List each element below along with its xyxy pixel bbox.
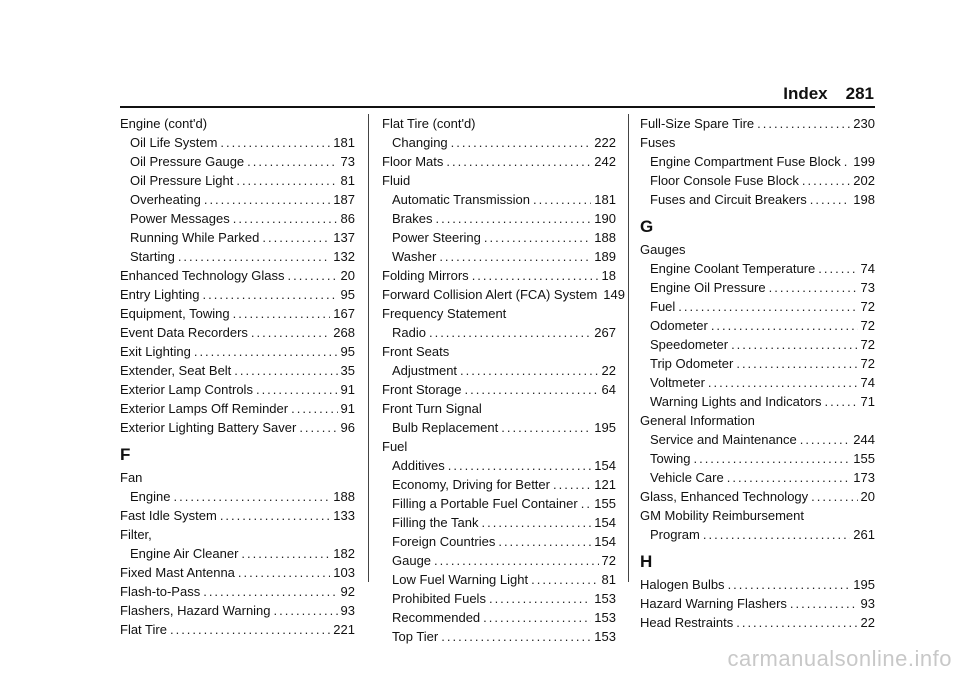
index-entry-page: 22 xyxy=(601,363,616,378)
index-entry-page: 81 xyxy=(340,173,355,188)
index-entry xyxy=(382,589,616,608)
index-entry xyxy=(120,304,355,323)
index-entry xyxy=(640,278,875,297)
dot-leader xyxy=(429,323,591,342)
index-entry xyxy=(120,171,355,190)
index-column-1 xyxy=(120,114,355,639)
index-entry-page: 188 xyxy=(594,230,616,245)
index-entry-term: Engine Coolant Temperature xyxy=(650,261,816,276)
index-entry-page: 189 xyxy=(594,249,616,264)
index-entry xyxy=(120,342,355,361)
index-entry xyxy=(382,418,616,437)
index-entry-term: Engine xyxy=(130,489,171,504)
index-entry-page: 154 xyxy=(594,515,616,530)
dot-leader xyxy=(170,620,330,639)
index-entry-term: Fixed Mast Antenna xyxy=(120,565,235,580)
dot-leader xyxy=(810,190,851,209)
index-entry xyxy=(382,551,616,570)
index-entry-page: 181 xyxy=(594,192,616,207)
dot-leader xyxy=(203,285,338,304)
index-entry-page: 64 xyxy=(601,382,616,397)
index-entry-page: 72 xyxy=(601,553,616,568)
index-entry-term: Event Data Recorders xyxy=(120,325,248,340)
index-entry-term: Voltmeter xyxy=(650,375,705,390)
dot-leader xyxy=(800,430,851,449)
index-entry-term: Low Fuel Warning Light xyxy=(392,572,529,587)
index-entry xyxy=(640,449,875,468)
index-entry-term: Bulb Replacement xyxy=(392,420,499,435)
index-entry-term: Forward Collision Alert (FCA) System xyxy=(382,287,598,302)
index-entry-term: Oil Pressure Light xyxy=(130,173,234,188)
watermark: carmanualsonline.info xyxy=(727,646,952,671)
index-entry-term: Oil Life System xyxy=(130,135,218,150)
index-entry-page: 230 xyxy=(853,116,875,131)
index-entry-page: 133 xyxy=(333,508,355,523)
index-entry-term: Additives xyxy=(392,458,445,473)
index-entry-page: 93 xyxy=(860,596,875,611)
index-entry-page: 103 xyxy=(333,565,355,580)
index-entry-term: Speedometer xyxy=(650,337,729,352)
index-entry xyxy=(120,323,355,342)
index-group-heading: General Information xyxy=(640,413,755,428)
index-entry-page: 81 xyxy=(601,572,616,587)
dot-leader xyxy=(220,506,330,525)
dot-leader xyxy=(790,594,858,613)
index-entry xyxy=(120,506,355,525)
dot-leader xyxy=(238,563,330,582)
index-entry xyxy=(640,190,875,209)
dot-leader xyxy=(731,335,857,354)
dot-leader xyxy=(233,209,338,228)
index-entry-page: 198 xyxy=(853,192,875,207)
page-header xyxy=(783,84,874,104)
index-entry-term: Vehicle Care xyxy=(650,470,724,485)
dot-leader xyxy=(435,209,591,228)
index-entry xyxy=(640,152,875,171)
index-entry-term: Full-Size Spare Tire xyxy=(640,116,755,131)
index-entry-term: Extender, Seat Belt xyxy=(120,363,232,378)
index-entry-term: Exit Lighting xyxy=(120,344,191,359)
dot-leader xyxy=(241,544,330,563)
index-entry-term: Flat Tire xyxy=(120,622,167,637)
index-entry-term: Running While Parked xyxy=(130,230,260,245)
index-entry-page: 71 xyxy=(860,394,875,409)
index-column-3 xyxy=(640,114,875,632)
index-entry xyxy=(120,487,355,506)
index-entry xyxy=(640,335,875,354)
index-entry-page: 244 xyxy=(853,432,875,447)
index-entry-term: Power Messages xyxy=(130,211,230,226)
index-group-heading: Fan xyxy=(120,470,143,485)
index-group-heading: Filter, xyxy=(120,527,152,542)
index-entry-term: Towing xyxy=(650,451,691,466)
index-entry xyxy=(382,361,616,380)
dot-leader xyxy=(173,487,330,506)
index-group-heading: Front Seats xyxy=(382,344,450,359)
index-entry xyxy=(382,152,616,171)
dot-leader xyxy=(727,468,851,487)
index-column-2 xyxy=(382,114,625,646)
index-entry-page: 187 xyxy=(333,192,355,207)
index-entry-page: 268 xyxy=(333,325,355,340)
index-entry-page: 35 xyxy=(340,363,355,378)
index-entry-page: 72 xyxy=(860,318,875,333)
index-entry-term: Radio xyxy=(392,325,426,340)
index-entry xyxy=(382,285,625,304)
index-entry-term: Hazard Warning Flashers xyxy=(640,596,787,611)
dot-leader xyxy=(483,608,591,627)
dot-leader xyxy=(481,513,591,532)
index-letter-heading: F xyxy=(120,445,131,464)
dot-leader xyxy=(178,247,330,266)
dot-leader xyxy=(251,323,330,342)
dot-leader xyxy=(728,575,851,594)
index-entry-page: 93 xyxy=(340,603,355,618)
index-entry-page: 167 xyxy=(333,306,355,321)
index-entry-term: Filling a Portable Fuel Container xyxy=(392,496,578,511)
dot-leader xyxy=(288,266,338,285)
index-entry-term: Engine Oil Pressure xyxy=(650,280,766,295)
index-entry-term: Changing xyxy=(392,135,448,150)
index-entry-page: 74 xyxy=(860,375,875,390)
index-entry-page: 137 xyxy=(333,230,355,245)
index-entry xyxy=(382,608,616,627)
dot-leader xyxy=(203,582,337,601)
index-entry-page: 153 xyxy=(594,591,616,606)
dot-leader xyxy=(825,392,858,411)
index-entry xyxy=(382,456,616,475)
index-entry xyxy=(120,563,355,582)
index-entry xyxy=(382,190,616,209)
index-entry-term: Exterior Lighting Battery Saver xyxy=(120,420,297,435)
index-entry-page: 121 xyxy=(594,477,616,492)
dot-leader xyxy=(194,342,338,361)
index-entry xyxy=(640,171,875,190)
index-entry-term: Automatic Transmission xyxy=(392,192,530,207)
dot-leader xyxy=(256,380,338,399)
dot-leader xyxy=(472,266,599,285)
index-entry xyxy=(640,468,875,487)
index-entry-page: 20 xyxy=(860,489,875,504)
index-entry xyxy=(120,152,355,171)
index-entry-page: 242 xyxy=(594,154,616,169)
index-entry xyxy=(120,582,355,601)
index-entry-term: Entry Lighting xyxy=(120,287,200,302)
index-entry-term: Fast Idle System xyxy=(120,508,217,523)
index-entry xyxy=(382,475,616,494)
index-entry-term: Warning Lights and Indicators xyxy=(650,394,822,409)
index-group-heading: Fuses xyxy=(640,135,676,150)
dot-leader xyxy=(489,589,591,608)
index-entry xyxy=(640,259,875,278)
dot-leader xyxy=(736,613,857,632)
dot-leader xyxy=(736,354,857,373)
index-entry xyxy=(640,392,875,411)
index-entry xyxy=(640,594,875,613)
index-entry xyxy=(382,209,616,228)
index-entry-page: 222 xyxy=(594,135,616,150)
dot-leader xyxy=(291,399,337,418)
column-divider xyxy=(368,114,369,582)
dot-leader xyxy=(531,570,598,589)
index-entry xyxy=(640,316,875,335)
index-entry-page: 221 xyxy=(333,622,355,637)
index-entry xyxy=(640,354,875,373)
index-entry xyxy=(382,627,616,646)
index-entry xyxy=(382,323,616,342)
index-entry-term: Glass, Enhanced Technology xyxy=(640,489,809,504)
dot-leader xyxy=(465,380,599,399)
index-entry-term: Washer xyxy=(392,249,437,264)
index-entry-page: 199 xyxy=(853,154,875,169)
index-letter-heading: H xyxy=(640,552,653,571)
index-entry-term: Halogen Bulbs xyxy=(640,577,725,592)
index-group-heading: Gauges xyxy=(640,242,686,257)
index-group-heading: Frequency Statement xyxy=(382,306,507,321)
index-entry-page: 86 xyxy=(340,211,355,226)
index-entry-page: 72 xyxy=(860,356,875,371)
index-entry-term: Recommended xyxy=(392,610,481,625)
index-entry xyxy=(640,575,875,594)
index-entry-term: Odometer xyxy=(650,318,708,333)
index-entry xyxy=(120,380,355,399)
index-entry-term: Overheating xyxy=(130,192,201,207)
index-entry xyxy=(382,266,616,285)
index-entry-term: Exterior Lamp Controls xyxy=(120,382,253,397)
index-entry-term: Economy, Driving for Better xyxy=(392,477,550,492)
index-entry xyxy=(382,228,616,247)
index-entry xyxy=(640,613,875,632)
index-entry xyxy=(382,247,616,266)
index-entry-term: Flashers, Hazard Warning xyxy=(120,603,271,618)
index-entry-page: 18 xyxy=(601,268,616,283)
index-entry xyxy=(640,487,875,506)
index-entry-page: 95 xyxy=(340,287,355,302)
dot-leader xyxy=(484,228,591,247)
index-entry-page: 195 xyxy=(594,420,616,435)
dot-leader xyxy=(553,475,591,494)
dot-leader xyxy=(501,418,591,437)
index-entry xyxy=(382,570,616,589)
index-entry-page: 95 xyxy=(340,344,355,359)
dot-leader xyxy=(204,190,330,209)
index-entry-term: Enhanced Technology Glass xyxy=(120,268,285,283)
index-entry-page: 195 xyxy=(853,577,875,592)
index-group-heading: Engine (cont'd) xyxy=(120,116,208,131)
index-entry-page: 73 xyxy=(860,280,875,295)
index-entry xyxy=(640,297,875,316)
index-entry-page: 154 xyxy=(594,534,616,549)
dot-leader xyxy=(498,532,591,551)
index-entry xyxy=(120,601,355,620)
index-entry-term: Folding Mirrors xyxy=(382,268,469,283)
index-entry-term: Oil Pressure Gauge xyxy=(130,154,245,169)
index-entry-term: Trip Odometer xyxy=(650,356,734,371)
index-entry xyxy=(640,430,875,449)
index-entry xyxy=(120,266,355,285)
dot-leader xyxy=(693,449,850,468)
dot-leader xyxy=(708,373,858,392)
section-title: Index xyxy=(783,84,828,103)
index-entry-page: 91 xyxy=(340,401,355,416)
index-entry-page: 74 xyxy=(860,261,875,276)
index-entry-term: Engine Compartment Fuse Block xyxy=(650,154,841,169)
dot-leader xyxy=(818,259,857,278)
dot-leader xyxy=(802,171,850,190)
index-entry-page: 181 xyxy=(333,135,355,150)
index-entry-term: Gauge xyxy=(392,553,432,568)
index-group-heading: GM Mobility Reimbursement xyxy=(640,508,804,523)
index-entry-term: Floor Console Fuse Block xyxy=(650,173,799,188)
index-entry-term: Equipment, Towing xyxy=(120,306,230,321)
index-entry-term: Fuel xyxy=(650,299,676,314)
dot-leader xyxy=(434,551,598,570)
dot-leader xyxy=(533,190,591,209)
dot-leader xyxy=(220,133,330,152)
index-entry-term: Foreign Countries xyxy=(392,534,496,549)
dot-leader xyxy=(757,114,850,133)
dot-leader xyxy=(234,361,337,380)
index-group-heading: Fuel xyxy=(382,439,408,454)
index-group-heading: Flat Tire (cont'd) xyxy=(382,116,476,131)
dot-leader xyxy=(274,601,338,620)
index-entry-page: 91 xyxy=(340,382,355,397)
dot-leader xyxy=(811,487,857,506)
dot-leader xyxy=(460,361,598,380)
index-entry-page: 72 xyxy=(860,337,875,352)
index-entry-page: 96 xyxy=(340,420,355,435)
index-entry xyxy=(640,373,875,392)
index-entry-term: Flash-to-Pass xyxy=(120,584,201,599)
index-entry-page: 149 xyxy=(603,287,625,302)
index-entry xyxy=(382,133,616,152)
index-entry-term: Front Storage xyxy=(382,382,462,397)
index-entry xyxy=(120,133,355,152)
index-entry xyxy=(382,380,616,399)
dot-leader xyxy=(247,152,337,171)
column-divider xyxy=(628,114,629,582)
index-entry-term: Power Steering xyxy=(392,230,481,245)
index-entry-page: 267 xyxy=(594,325,616,340)
index-group-heading: Front Turn Signal xyxy=(382,401,482,416)
index-entry-term: Program xyxy=(650,527,700,542)
dot-leader xyxy=(581,494,592,513)
dot-leader xyxy=(844,152,851,171)
index-entry xyxy=(120,247,355,266)
index-entry-page: 92 xyxy=(340,584,355,599)
index-group-heading: Fluid xyxy=(382,173,411,188)
dot-leader xyxy=(299,418,337,437)
index-entry-term: Floor Mats xyxy=(382,154,444,169)
index-entry-page: 20 xyxy=(340,268,355,283)
dot-leader xyxy=(711,316,858,335)
index-entry xyxy=(120,228,355,247)
index-entry-page: 155 xyxy=(853,451,875,466)
index-entry-page: 261 xyxy=(853,527,875,542)
index-entry xyxy=(120,285,355,304)
index-entry-term: Top Tier xyxy=(392,629,439,644)
index-entry xyxy=(120,620,355,639)
dot-leader xyxy=(262,228,330,247)
index-entry-page: 153 xyxy=(594,610,616,625)
index-entry xyxy=(120,190,355,209)
index-entry-term: Filling the Tank xyxy=(392,515,479,530)
header-rule xyxy=(120,106,875,108)
index-entry-page: 155 xyxy=(594,496,616,511)
index-entry-page: 190 xyxy=(594,211,616,226)
index-entry xyxy=(382,513,616,532)
index-entry-term: Adjustment xyxy=(392,363,458,378)
index-entry-page: 72 xyxy=(860,299,875,314)
dot-leader xyxy=(233,304,331,323)
dot-leader xyxy=(678,297,857,316)
dot-leader xyxy=(448,456,592,475)
index-entry-term: Engine Air Cleaner xyxy=(130,546,239,561)
index-letter-heading: G xyxy=(640,217,654,236)
index-entry-term: Exterior Lamps Off Reminder xyxy=(120,401,289,416)
index-entry-page: 154 xyxy=(594,458,616,473)
index-entry-page: 22 xyxy=(860,615,875,630)
index-entry-page: 153 xyxy=(594,629,616,644)
index-entry-page: 202 xyxy=(853,173,875,188)
index-entry-term: Brakes xyxy=(392,211,433,226)
dot-leader xyxy=(439,247,591,266)
index-entry xyxy=(120,544,355,563)
dot-leader xyxy=(451,133,592,152)
dot-leader xyxy=(703,525,850,544)
index-entry xyxy=(120,399,355,418)
index-entry-page: 188 xyxy=(333,489,355,504)
dot-leader xyxy=(236,171,337,190)
index-entry xyxy=(640,114,875,133)
index-entry-term: Fuses and Circuit Breakers xyxy=(650,192,807,207)
dot-leader xyxy=(446,152,591,171)
page-number: 281 xyxy=(845,84,874,103)
index-entry-term: Service and Maintenance xyxy=(650,432,797,447)
index-entry xyxy=(120,361,355,380)
index-entry-page: 73 xyxy=(340,154,355,169)
index-entry-page: 182 xyxy=(333,546,355,561)
index-entry-term: Prohibited Fuels xyxy=(392,591,486,606)
index-entry xyxy=(382,494,616,513)
index-entry xyxy=(382,532,616,551)
index-entry xyxy=(120,418,355,437)
index-entry-page: 132 xyxy=(333,249,355,264)
index-entry-term: Starting xyxy=(130,249,175,264)
index-entry xyxy=(640,525,875,544)
index-entry xyxy=(120,209,355,228)
index-entry-term: Head Restraints xyxy=(640,615,734,630)
dot-leader xyxy=(769,278,858,297)
dot-leader xyxy=(441,627,591,646)
index-entry-page: 173 xyxy=(853,470,875,485)
